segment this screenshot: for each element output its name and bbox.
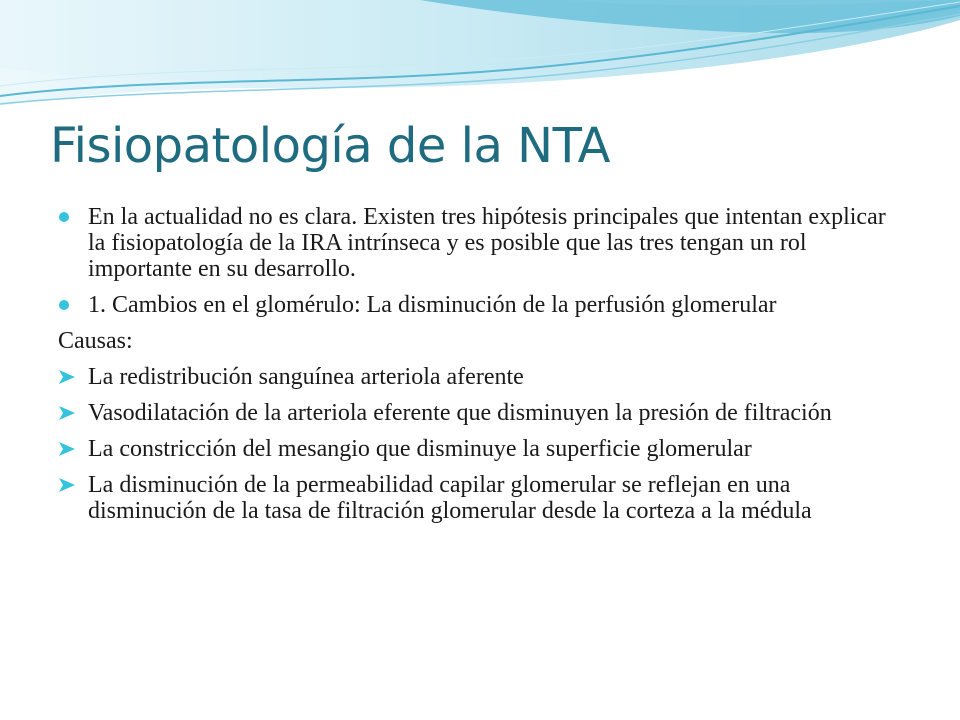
arrow-bullet-icon xyxy=(58,369,76,385)
slide-content xyxy=(58,204,908,534)
section-label-text: Causas: xyxy=(58,328,133,354)
bullet-text: En la actualidad no es clara. Existen tres hipótesis principales que intentan explicar la fisiopatología de la IRA intrínseca y es posible que las tres tengan un rol importante en su desarrollo. xyxy=(88,204,886,282)
bullet-text: La redistribución sanguínea arteriola aferente xyxy=(88,364,524,390)
bullet-text: 1. Cambios en el glomérulo: La disminución de la perfusión glomerular xyxy=(88,292,777,318)
section-label xyxy=(58,328,908,354)
circle-bullet-icon xyxy=(59,212,69,222)
arrow-bullet-icon xyxy=(58,477,76,493)
bullet-text: Vasodilatación de la arteriola eferente que disminuyen la presión de filtración xyxy=(88,400,832,426)
arrow-bullet-item xyxy=(58,436,908,462)
header-wave-decoration xyxy=(0,0,960,120)
arrow-bullet-item xyxy=(58,364,908,390)
bullet-item xyxy=(58,204,908,282)
arrow-bullet-icon xyxy=(58,441,76,457)
bullet-item xyxy=(58,292,908,318)
arrow-bullet-icon xyxy=(58,405,76,421)
slide-title: Fisiopatología de la NTA xyxy=(50,118,611,174)
bullet-text: La constricción del mesangio que disminuye la superficie glomerular xyxy=(88,436,752,462)
arrow-bullet-item xyxy=(58,472,908,524)
arrow-bullet-item xyxy=(58,400,908,426)
circle-bullet-icon xyxy=(59,300,69,310)
bullet-text: La disminución de la permeabilidad capilar glomerular se reflejan en una disminución de la tasa de filtración glomerular desde la corteza a la médula xyxy=(88,472,812,524)
